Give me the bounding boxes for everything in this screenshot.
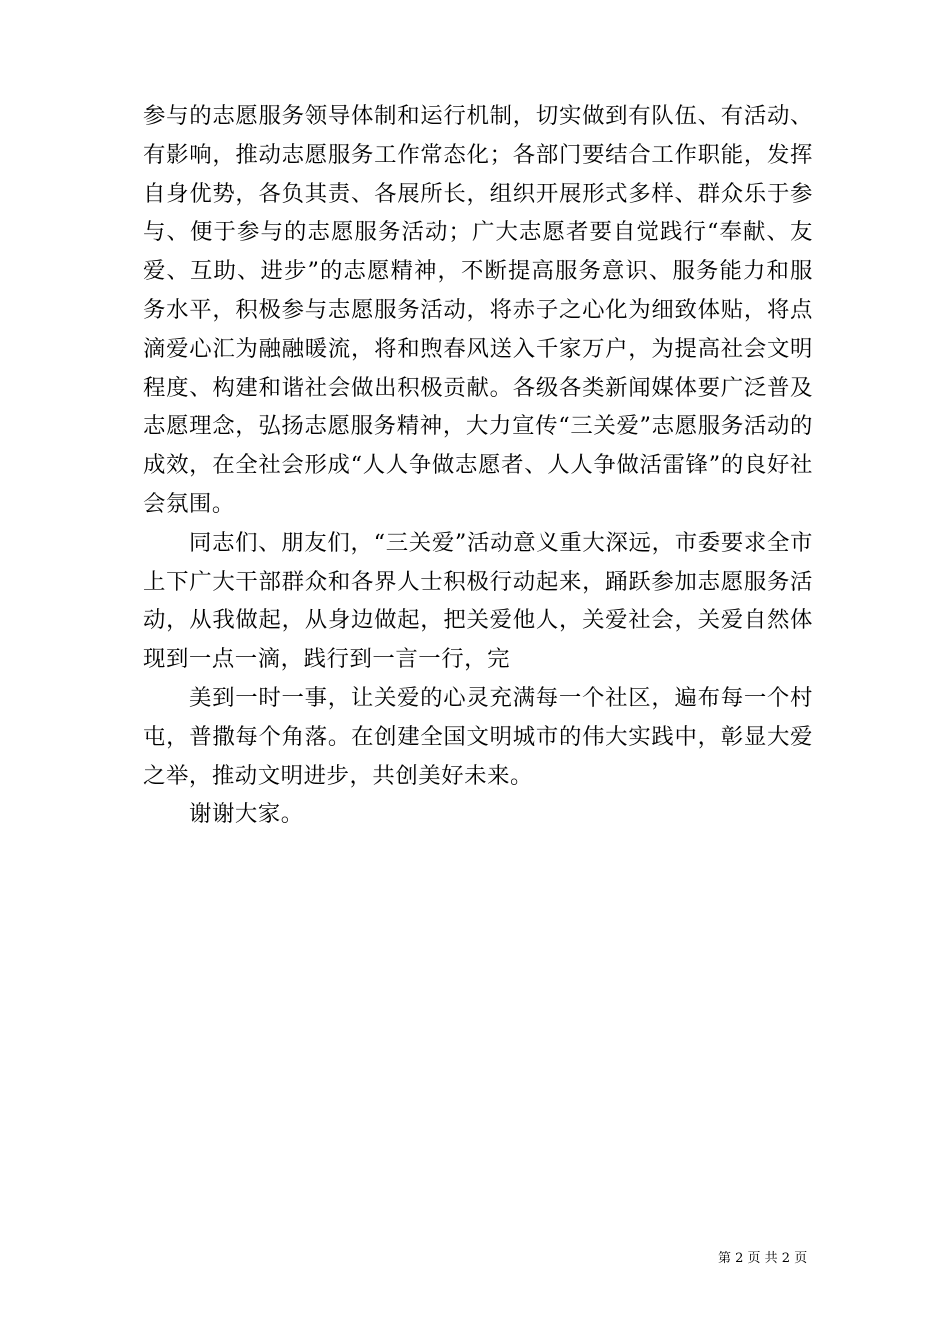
body-paragraph-3: 美到一时一事，让关爱的心灵充满每一个社区，遍布每一个村屯，普撒每个角落。在创建全国文明城市的伟大实践中，彰显大爱之举，推动文明进步，共创美好未来。 bbox=[143, 684, 813, 789]
body-paragraph-1: 参与的志愿服务领导体制和运行机制，切实做到有队伍、有活动、有影响，推动志愿服务工作常态化；各部门要结合工作职能，发挥自身优势，各负其责、各展所长，组织开展形式多样、群众乐于参与、便于参与的志愿服务活动；广大志愿者要自觉践行“奉献、友爱、互助、进步”的志愿精神，不断提高服务意识、服务能力和服务水平，积极参与志愿服务活动，将赤子之心化为细致体贴，将点滴爱心汇为融融暖流，将和煦春风送入千家万户，为提高社会文明程度、构建和谐社会做出积极贡献。各级各类新闻媒体要广泛普及志愿理念，弘扬志愿服务精神，大力宣传“三关爱”志愿服务活动的成效，在全社会形成“人人争做志愿者、人人争做活雷锋”的良好社会氛围。 bbox=[143, 103, 813, 517]
document-body bbox=[143, 97, 813, 834]
closing-paragraph: 谢谢大家。 bbox=[189, 801, 304, 828]
page-number-footer: 第 2 页 共 2 页 bbox=[718, 1251, 808, 1266]
body-paragraph-2: 同志们、朋友们，“三关爱”活动意义重大深远，市委要求全市上下广大干部群众和各界人士积极行动起来，踊跃参加志愿服务活动，从我做起，从身边做起，把关爱他人，关爱社会，关爱自然体现到一点一滴，践行到一言一行，完 bbox=[143, 529, 813, 673]
